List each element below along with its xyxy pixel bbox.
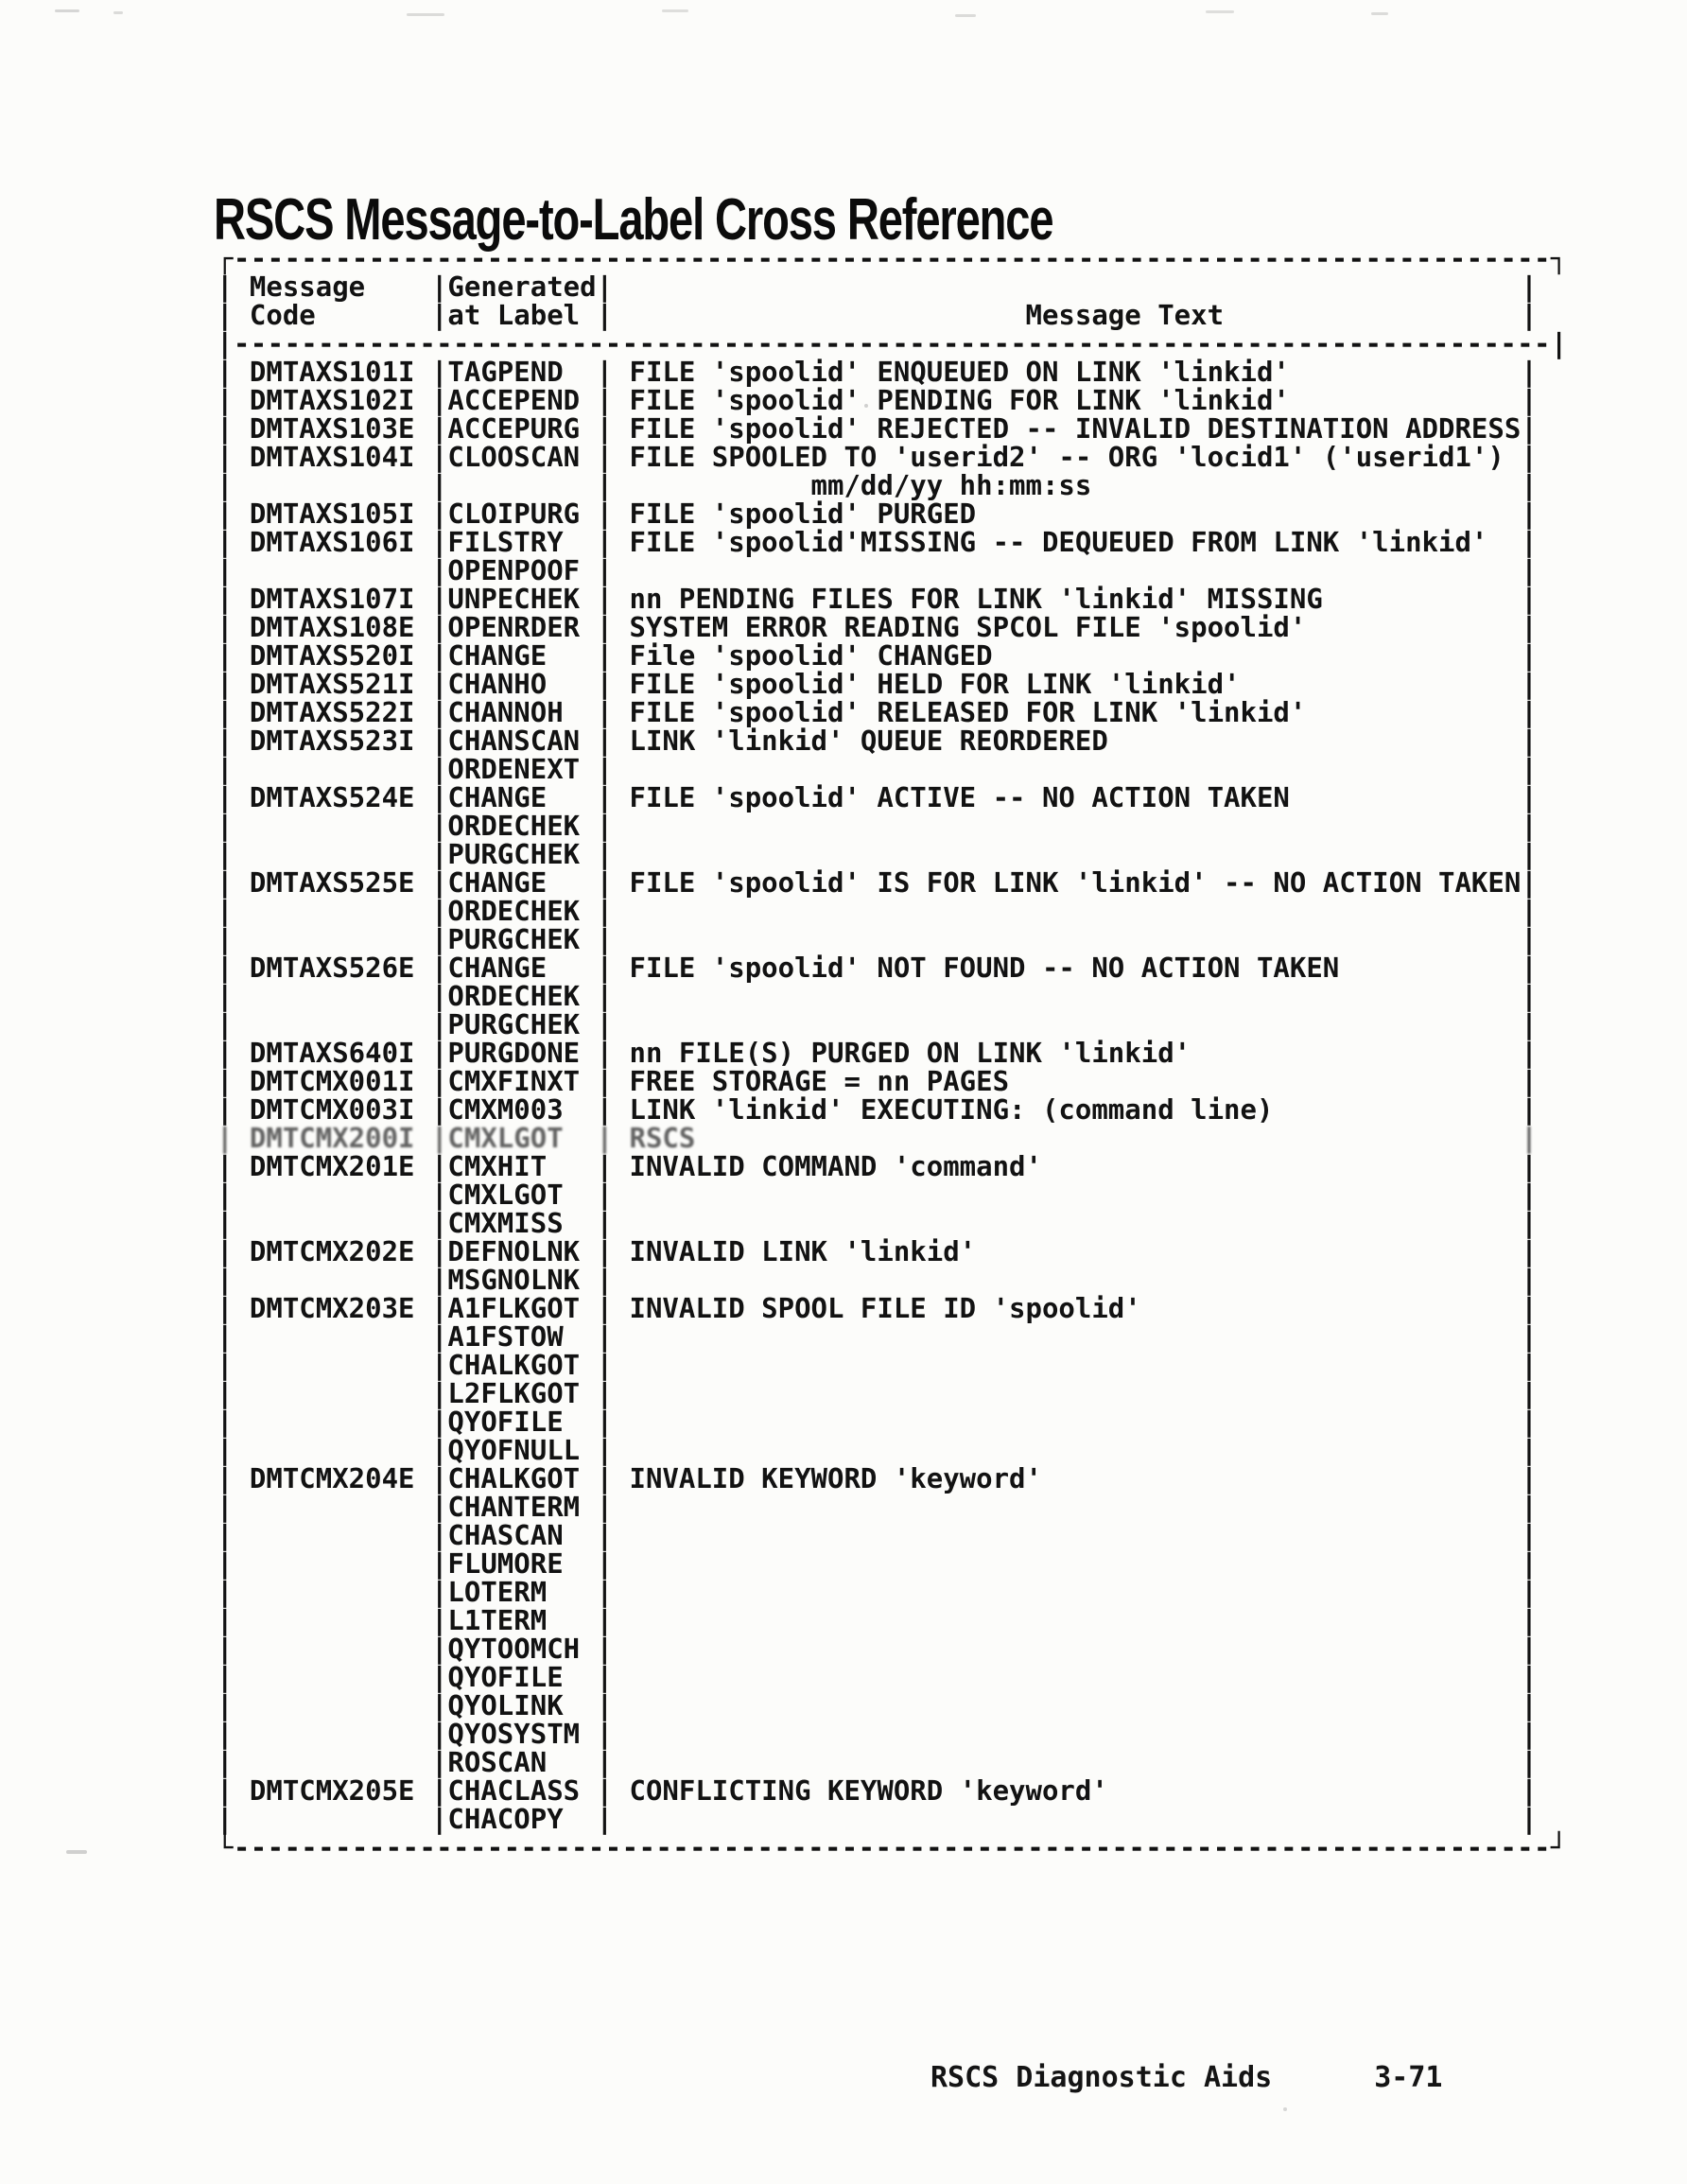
table-row: | |L2FLKGOT | | [217,1377,1538,1409]
table-row: | DMTAXS526E |CHANGE | FILE 'spoolid' NOT FOUND -- NO ACTION TAKEN | [217,952,1538,984]
table-border-bottom: └------------------------------------------------------------------------------┘ [217,1831,1568,1863]
footer-section-title: RSCS Diagnostic Aids [930,2061,1273,2094]
table-row: | DMTAXS108E |OPENRDER | SYSTEM ERROR READING SPCOL FILE 'spoolid' | [217,611,1538,643]
table-row: | |A1FSTOW | | [217,1320,1538,1353]
table-row: | |QYOLINK | | [217,1689,1538,1721]
table-row: | |CHASCAN | | [217,1519,1538,1551]
table-row: | |CHANTERM | | [217,1491,1538,1523]
table-row: | DMTCMX204E |CHALKGOT | INVALID KEYWORD 'keyword' | [217,1462,1538,1494]
table-row: | DMTAXS103E |ACCEPURG | FILE 'spoolid' REJECTED -- INVALID DESTINATION ADDRESS| [217,412,1538,445]
table-row: | DMTCMX201E |CMXHIT | INVALID COMMAND 'command' | [217,1150,1538,1182]
table-border-top: ┌------------------------------------------------------------------------------┐ [217,242,1568,274]
scan-noise-speck [1206,10,1234,13]
message-to-label-cross-reference-table [217,244,1568,1861]
table-row: | DMTAXS525E |CHANGE | FILE 'spoolid' IS FOR LINK 'linkid' -- NO ACTION TAKEN| [217,866,1538,899]
table-row: | | | mm/dd/yy hh:mm:ss | [217,469,1538,501]
table-header-row: | Code |at Label | Message Text | [217,299,1538,331]
table-row: | |MSGNOLNK | | [217,1264,1538,1296]
table-row: | |QYOSYSTM | | [217,1718,1538,1750]
table-row: | DMTAXS105I |CLOIPURG | FILE 'spoolid' PURGED | [217,498,1538,530]
table-row: | |ORDECHEK | | [217,980,1538,1012]
table-row: | |CMXLGOT | | [217,1179,1538,1211]
table-row: | DMTCMX205E |CHACLASS | CONFLICTING KEYWORD 'keyword' | [217,1774,1538,1807]
table-row: | DMTAXS104I |CLOOSCAN | FILE SPOOLED TO 'userid2' -- ORG 'locid1' ('userid1') | [217,441,1538,473]
table-row: | |QYOFILE | | [217,1406,1538,1438]
table-row: | |OPENPOOF | | [217,554,1538,586]
table-row: | |ROSCAN | | [217,1746,1538,1778]
table-row: | |ORDECHEK | | [217,810,1538,842]
table-row: | |PURGCHEK | | [217,923,1538,955]
footer-page-number: 3-71 [1374,2061,1443,2094]
table-row: | |CHALKGOT | | [217,1349,1538,1381]
table-row: | DMTAXS102I |ACCEPEND | FILE 'spoolid' PENDING FOR LINK 'linkid' | [217,384,1538,416]
table-row: | DMTAXS640I |PURGDONE | nn FILE(S) PURGED ON LINK 'linkid' | [217,1037,1538,1069]
table-row: | DMTAXS106I |FILSTRY | FILE 'spoolid'MISSING -- DEQUEUED FROM LINK 'linkid' | [217,526,1538,558]
page-title: RSCS Message-to-Label Cross Reference [214,186,1053,253]
scan-noise-speck [407,13,444,16]
scan-noise-speck [662,9,688,12]
scan-noise-speck [66,1850,87,1854]
table-row: | |CHACOPY | | [217,1803,1538,1835]
table-row: | DMTAXS523I |CHANSCAN | LINK 'linkid' QUEUE REORDERED | [217,725,1538,757]
table-row: | |L1TERM | | [217,1604,1538,1636]
table-row: | DMTCMX001I |CMXFINXT | FREE STORAGE = nn PAGES | [217,1065,1538,1097]
table-row: | DMTAXS522I |CHANNOH | FILE 'spoolid' RELEASED FOR LINK 'linkid' | [217,696,1538,728]
table-row: | |QYTOOMCH | | [217,1633,1538,1665]
table-row: | |PURGCHEK | | [217,838,1538,870]
scan-noise-speck [864,404,868,408]
table-row: | |ORDENEXT | | [217,753,1538,785]
table-row: | |QYOFILE | | [217,1661,1538,1693]
table-header-row: | Message |Generated| | [217,271,1538,303]
table-row: | DMTCMX003I |CMXM003 | LINK 'linkid' EXECUTING: (command line) | [217,1093,1538,1126]
scan-noise-speck [113,11,123,14]
scan-noise-speck [55,9,79,12]
table-row: | DMTAXS524E |CHANGE | FILE 'spoolid' ACTIVE -- NO ACTION TAKEN | [217,781,1538,813]
table-row: | DMTAXS520I |CHANGE | File 'spoolid' CHANGED | [217,639,1538,672]
table-row: | DMTAXS101I |TAGPEND | FILE 'spoolid' ENQUEUED ON LINK 'linkid' | [217,356,1538,388]
table-row: | |CMXMISS | | [217,1207,1538,1239]
table-header-separator: |------------------------------------------------------------------------------| [217,327,1568,359]
page-footer [930,2062,1442,2094]
table-row: | DMTAXS521I |CHANHO | FILE 'spoolid' HELD FOR LINK 'linkid' | [217,668,1538,700]
table-row: | DMTCMX203E |A1FLKGOT | INVALID SPOOL FILE ID 'spoolid' | [217,1292,1538,1324]
table-row: | |ORDECHEK | | [217,895,1538,927]
table-row: | |LOTERM | | [217,1576,1538,1608]
scan-noise-speck [955,14,976,17]
table-row: | DMTAXS107I |UNPECHEK | nn PENDING FILES FOR LINK 'linkid' MISSING | [217,583,1538,615]
scan-noise-speck [1371,12,1388,15]
table-row: | DMTCMX200I |CMXLGOT | RSCS | [217,1122,1538,1154]
table-row: | DMTCMX202E |DEFNOLNK | INVALID LINK 'linkid' | [217,1235,1538,1267]
table-row: | |FLUMORE | | [217,1547,1538,1580]
scan-noise-speck [1283,2107,1287,2111]
table-row: | |QYOFNULL | | [217,1434,1538,1466]
table-row: | |PURGCHEK | | [217,1008,1538,1040]
